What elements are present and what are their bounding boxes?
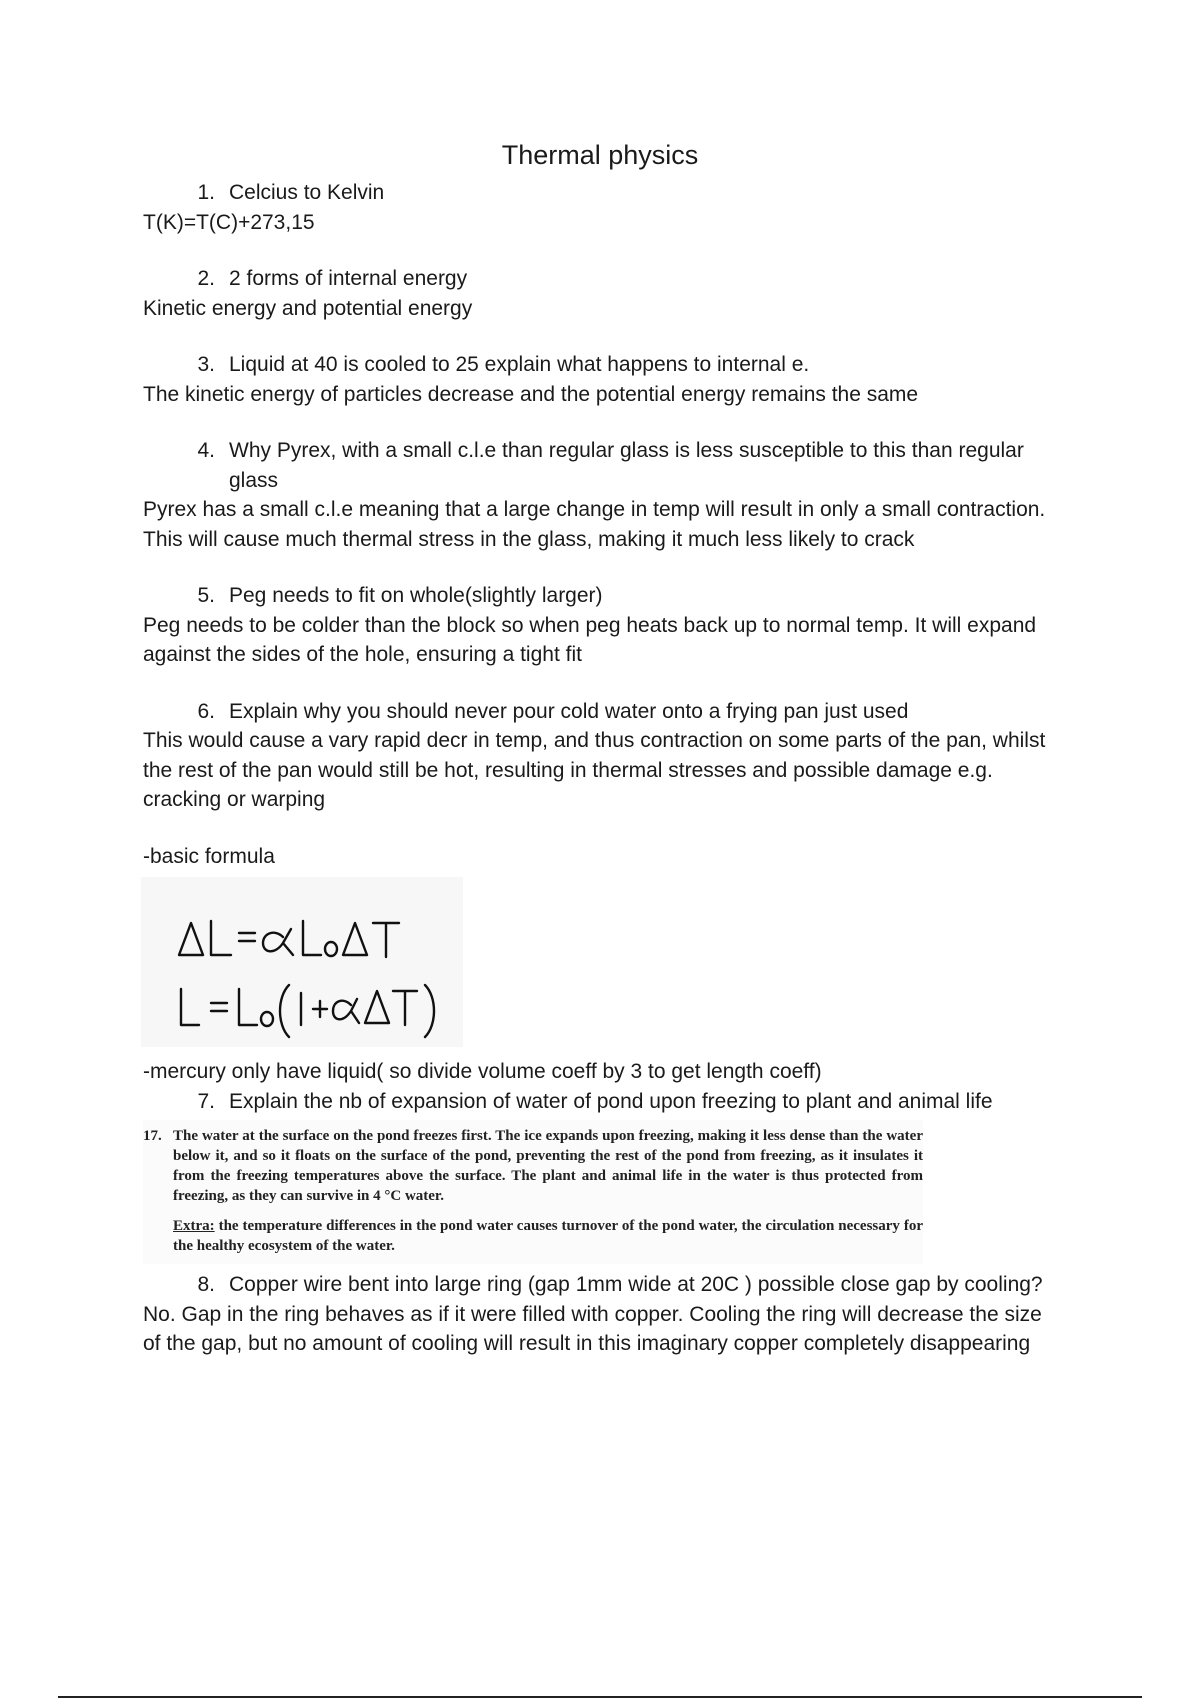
scanned-answer-number: 17. — [143, 1128, 162, 1144]
scanned-extra — [173, 1216, 923, 1256]
scanned-answer-image — [143, 1120, 923, 1264]
question-number: 8. — [197, 1273, 215, 1296]
page-bottom-rule — [58, 1696, 1142, 1698]
question-text: Copper wire bent into large ring (gap 1mm wide at 20C ) possible close gap by cooling? — [229, 1273, 1043, 1296]
answer-2: Kinetic energy and potential energy — [143, 296, 473, 320]
question-4 — [179, 436, 1063, 495]
document-body — [143, 178, 1063, 1359]
basic-formula-label: -basic formula — [143, 844, 275, 868]
answer-4: Pyrex has a small c.l.e meaning that a large change in temp will result in only a small contraction. This will cause much thermal stress in the glass, making it much less likely to crack — [143, 498, 1046, 551]
question-6 — [179, 697, 1063, 727]
answer-8: No. Gap in the ring behaves as if it were filled with copper. Cooling the ring will decrease the size of the gap, but no amount of cooling will result in this imaginary copper completely disappearing — [143, 1302, 1042, 1355]
question-text: Why Pyrex, with a small c.l.e than regular glass is less susceptible to this than regular glass — [229, 439, 1024, 492]
question-text: Peg needs to fit on whole(slightly larger) — [229, 584, 603, 607]
scanned-extra-label: Extra: — [173, 1218, 215, 1234]
mercury-note: -mercury only have liquid( so divide volume coeff by 3 to get length coeff) — [143, 1060, 822, 1083]
question-7 — [179, 1087, 1063, 1117]
question-text: Liquid at 40 is cooled to 25 explain what happens to internal e. — [229, 353, 810, 376]
question-3 — [179, 350, 1063, 380]
question-8 — [179, 1270, 1063, 1300]
question-number: 3. — [197, 353, 215, 376]
scanned-answer-text: The water at the surface on the pond freezes first. The ice expands upon freezing, making it less dense than the water below it, and so it floats on the surface of the pond, preventing the rest of the pond from freezing, as it insulates it from the freezing temperatures above the surface. The plant and animal life in the water is thus protected from freezing, as they can survive in 4 °C water. — [173, 1128, 923, 1204]
answer-6: This would cause a vary rapid decr in temp, and thus contraction on some parts of the pan, whilst the rest of the pan would still be hot, resulting in thermal stresses and possible damage e.g. cracking or warping — [143, 729, 1046, 811]
question-text: 2 forms of internal energy — [229, 267, 468, 290]
question-number: 1. — [197, 181, 215, 204]
question-number: 4. — [197, 439, 215, 462]
answer-1: T(K)=T(C)+273,15 — [143, 210, 315, 234]
page-title: Thermal physics — [501, 140, 699, 170]
scanned-extra-text: the temperature differences in the pond water causes turnover of the pond water, the circulation necessary for the healthy ecosystem of the water. — [173, 1218, 923, 1254]
question-text: Celcius to Kelvin — [229, 181, 385, 204]
question-text: Explain why you should never pour cold water onto a frying pan just used — [229, 699, 909, 723]
question-number: 7. — [197, 1089, 215, 1113]
question-1 — [179, 178, 1063, 208]
answer-5: Peg needs to be colder than the block so when peg heats back up to normal temp. It will expand against the sides of the hole, ensuring a tight fit — [143, 613, 1037, 666]
question-text: Explain the nb of expansion of water of pond upon freezing to plant and animal life — [229, 1089, 993, 1113]
question-2 — [179, 264, 1063, 294]
answer-3: The kinetic energy of particles decrease and the potential energy remains the same — [143, 382, 919, 406]
question-number: 6. — [197, 699, 215, 723]
question-5 — [179, 581, 1063, 611]
question-number: 2. — [197, 267, 215, 290]
question-number: 5. — [197, 584, 215, 607]
handwritten-formula-image — [141, 877, 463, 1047]
